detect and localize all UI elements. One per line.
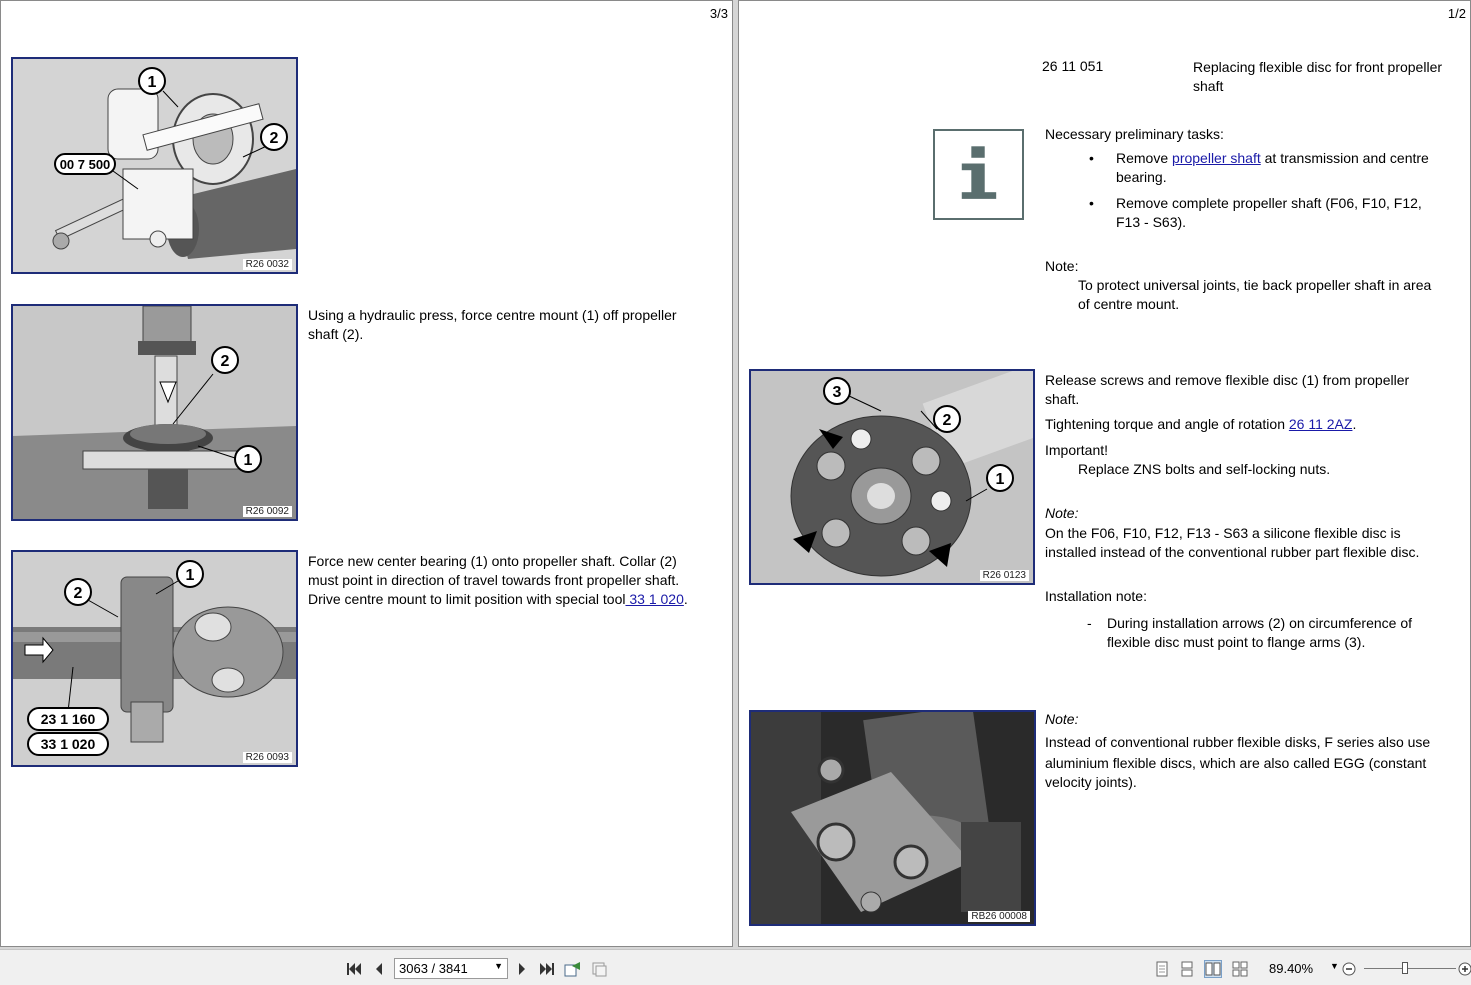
facing-icon[interactable] — [1204, 960, 1222, 978]
figure-code: RB26 00008 — [968, 911, 1030, 922]
tool-label-2 — [28, 733, 108, 755]
period: . — [683, 591, 688, 607]
prev-view-icon[interactable] — [564, 960, 582, 978]
svg-text:00 7 500: 00 7 500 — [59, 157, 111, 172]
step-bearing-line1: Force new center bearing (1) onto propeller shaft. Collar (2) — [308, 553, 677, 569]
prelim-item-1-line2: bearing. — [1116, 169, 1167, 185]
svg-text:1: 1 — [185, 567, 195, 584]
zoom-slider-handle[interactable] — [1402, 962, 1408, 974]
info-glyph — [935, 131, 1022, 218]
callout-1 — [235, 446, 261, 472]
note2-line1: On the F06, F10, F12, F13 - S63 a silicone flexible disc is — [1045, 525, 1401, 541]
important-text: Replace ZNS bolts and self-locking nuts. — [1078, 461, 1331, 477]
puller-illustration — [13, 59, 296, 272]
figure-code: R26 0093 — [243, 752, 292, 763]
svg-text:1: 1 — [243, 452, 253, 469]
figure-hydraulic-press — [11, 304, 298, 521]
note3-line1: Instead of conventional rubber flexible disks, F series also use — [1045, 734, 1431, 750]
flexible-disc-illustration — [751, 371, 1033, 583]
callout-1 — [177, 561, 203, 587]
info-icon — [933, 129, 1024, 220]
special-tool-link[interactable]: 33 1 020 — [625, 591, 684, 607]
zoom-slider[interactable] — [1364, 968, 1456, 969]
page-number: 3/3 — [709, 6, 728, 21]
left-page — [0, 0, 733, 947]
install-dash: - — [1087, 615, 1092, 631]
important-heading: Important! — [1045, 442, 1109, 458]
figure-aluminium-disc-photo — [749, 710, 1036, 926]
zoom-out-icon[interactable] — [1340, 960, 1358, 978]
svg-text:33 1 020: 33 1 020 — [40, 736, 96, 752]
torque-post: . — [1352, 416, 1357, 432]
press-illustration — [13, 306, 296, 519]
svg-text:1: 1 — [147, 74, 157, 91]
figure-code: R26 0092 — [243, 506, 292, 517]
doc-title-line2: shaft — [1193, 78, 1224, 94]
prelim-item-2-line1: Remove complete propeller shaft (F06, F10, F12, — [1116, 195, 1422, 211]
doc-title — [1193, 58, 1463, 96]
continuous-icon[interactable] — [1178, 960, 1196, 978]
install-text — [1107, 614, 1457, 652]
chevron-down-icon[interactable]: ▼ — [1330, 961, 1339, 971]
torque-text — [1045, 415, 1356, 434]
callout-2 — [212, 347, 238, 373]
callout-3 — [824, 378, 850, 404]
step-bearing-line3 — [308, 590, 728, 609]
note2-text — [1045, 524, 1465, 562]
prelim-item-1 — [1116, 149, 1456, 187]
continuous-facing-icon[interactable] — [1231, 960, 1249, 978]
chevron-down-icon[interactable]: ▼ — [494, 961, 503, 971]
prelim-item-2 — [1116, 194, 1456, 232]
page-number-field[interactable] — [394, 958, 508, 979]
release-line2: shaft. — [1045, 391, 1080, 407]
tool-label-1 — [28, 708, 108, 730]
figure-code: R26 0032 — [243, 259, 292, 270]
note3-text — [1045, 730, 1465, 792]
bearing-illustration — [13, 552, 296, 765]
bullet-icon: • — [1089, 195, 1094, 211]
next-page-icon[interactable] — [513, 960, 531, 978]
callout-2 — [261, 124, 287, 150]
page-number-value: 3063 / 3841 — [399, 961, 468, 976]
note1-line2: of centre mount. — [1078, 296, 1180, 312]
torque-pre: Tightening torque and angle of rotation — [1045, 416, 1289, 432]
doc-number: 26 11 051 — [1042, 58, 1104, 74]
zoom-in-icon[interactable] — [1456, 960, 1471, 978]
figure-puller — [11, 57, 298, 274]
note2-line2: installed instead of the conventional rubber part flexible disc. — [1045, 544, 1420, 560]
svg-text:2: 2 — [269, 130, 279, 147]
next-view-icon[interactable] — [590, 960, 608, 978]
figure-center-bearing — [11, 550, 298, 767]
release-text — [1045, 371, 1455, 409]
figure-code: R26 0123 — [980, 570, 1029, 581]
note1-line1: To protect universal joints, tie back propeller shaft in area — [1078, 277, 1432, 293]
svg-text:2: 2 — [73, 585, 83, 602]
step-bearing-line2: must point in direction of travel towards front propeller shaft. — [308, 572, 680, 588]
svg-text:1: 1 — [995, 471, 1005, 488]
prelim-heading: Necessary preliminary tasks: — [1045, 126, 1224, 142]
viewer-toolbar — [0, 949, 1471, 985]
note1-text — [1078, 276, 1458, 314]
note2-heading: Note: — [1045, 505, 1079, 521]
zoom-level[interactable]: 89.40% — [1269, 961, 1314, 976]
install-line1: During installation arrows (2) on circumference of — [1107, 615, 1413, 631]
prelim-item-1-pre: Remove — [1116, 150, 1173, 166]
callout-1 — [987, 465, 1013, 491]
tool-label — [55, 154, 115, 174]
svg-text:2: 2 — [942, 412, 952, 429]
prelim-item-2-line2: F13 - S63). — [1116, 214, 1187, 230]
page-number: 1/2 — [1447, 6, 1466, 21]
step-bearing-text — [308, 552, 728, 609]
bullet-icon: • — [1089, 150, 1094, 166]
install-heading: Installation note: — [1045, 588, 1147, 604]
last-page-icon[interactable] — [538, 960, 556, 978]
note3-line3: velocity joints). — [1045, 774, 1137, 790]
figure-flexible-disc — [749, 369, 1035, 585]
step-bearing-line3-text: Drive centre mount to limit position with special tool — [308, 591, 626, 607]
propeller-shaft-link[interactable]: propeller shaft — [1172, 150, 1261, 166]
install-line2: flexible disc must point to flange arms (3). — [1107, 634, 1366, 650]
prelim-item-1-post: at transmission and centre — [1260, 150, 1429, 166]
callout-1 — [139, 68, 165, 94]
first-page-icon[interactable] — [345, 960, 363, 978]
note3-line2: aluminium flexible discs, which are also called EGG (constant — [1045, 755, 1427, 771]
release-line1: Release screws and remove flexible disc (1) from propeller — [1045, 372, 1410, 388]
torque-link[interactable]: 26 11 2AZ — [1288, 416, 1353, 432]
svg-text:23 1 160: 23 1 160 — [40, 711, 96, 727]
svg-text:3: 3 — [832, 384, 842, 401]
right-page — [738, 0, 1471, 947]
callout-2 — [934, 406, 960, 432]
prev-page-icon[interactable] — [370, 960, 388, 978]
doc-title-line1: Replacing flexible disc for front propeller — [1193, 59, 1443, 75]
single-page-icon[interactable] — [1153, 960, 1171, 978]
note3-heading: Note: — [1045, 711, 1079, 727]
note1-heading: Note: — [1045, 258, 1079, 274]
prelim-item-1-line1 — [1116, 149, 1456, 168]
step-press-text: Using a hydraulic press, force centre mount (1) off propeller shaft (2). — [308, 307, 677, 342]
svg-text:2: 2 — [220, 353, 230, 370]
aluminium-disc-photo — [751, 712, 1034, 924]
callout-2 — [65, 579, 91, 605]
